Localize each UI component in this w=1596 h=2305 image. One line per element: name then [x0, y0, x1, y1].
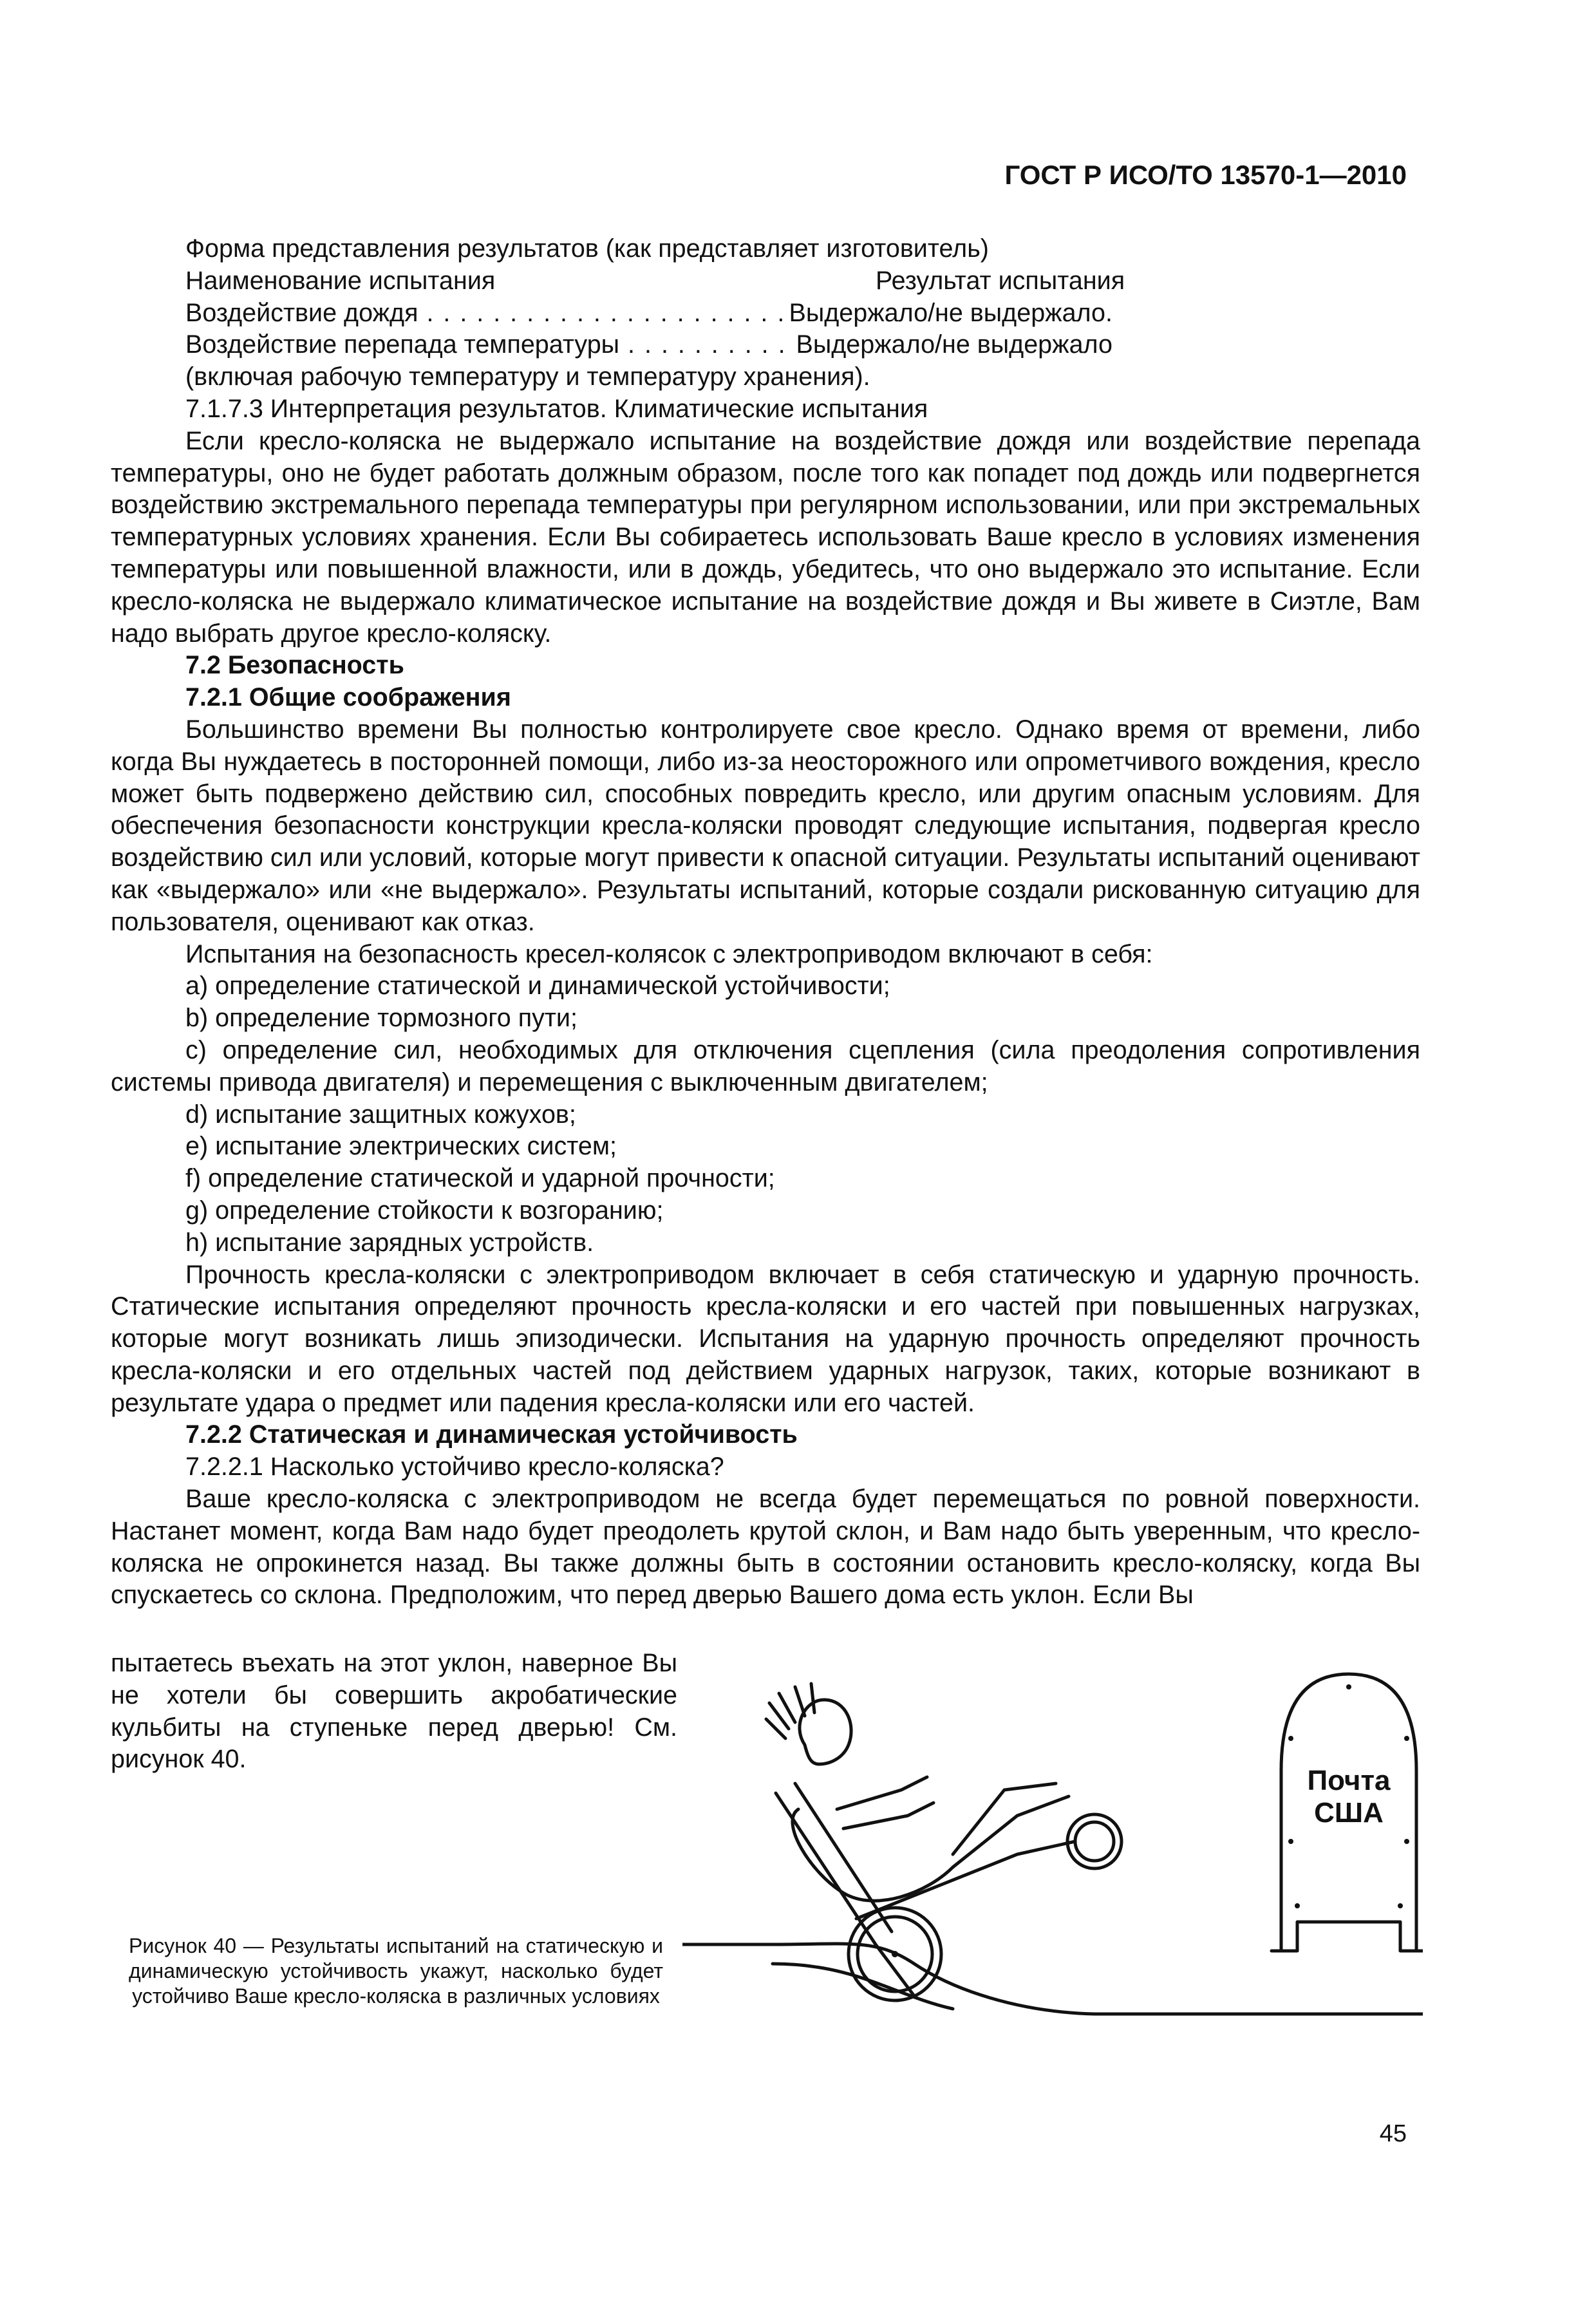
- form-header-row: [111, 265, 1420, 297]
- section-72-heading: 7.2 Безопасность: [185, 651, 404, 680]
- form-row-result: Выдержало/не выдержало.: [789, 298, 1113, 327]
- standard-header: ГОСТ Р ИСО/ТО 13570-1—2010: [1004, 160, 1407, 190]
- page-number: 45: [1379, 2120, 1407, 2147]
- mailbox-rivet: [1404, 1839, 1409, 1844]
- mailbox-rivet: [1404, 1736, 1409, 1741]
- figure-caption: Рисунок 40 — Результаты испытаний на статическую и динамическую устойчивость укажут, насколько будет устойчиво Ваше кресло-коляска в различных условиях: [129, 1934, 663, 2008]
- list-item: b) определение тормозного пути;: [185, 1004, 577, 1033]
- list-item: f) определение статической и ударной прочности;: [185, 1164, 775, 1193]
- form-row: [111, 297, 1113, 330]
- person-hair: [766, 1684, 814, 1738]
- section-722-heading: 7.2.2 Статическая и динамическая устойчивость: [185, 1420, 798, 1449]
- form-row: [111, 329, 1113, 361]
- person-legs: [953, 1783, 1069, 1867]
- section-7173-text: Если кресло-коляска не выдержало испытание на воздействие дождя или воздействие перепада температуры, оно не будет работать должным образом, после того как попадет под дождь или подвергнется воздействию экстремального перепада температуры при регулярном использовании, или при экстремальных температурных условиях хранения. Если Вы собираетесь использовать Ваше кресло в условиях изменения температуры или повышенной влажности, или в дождь, убедитесь, что оно выдержало это испытание. Если кресло-коляска не выдержало климатическое испытание на воздействие дождя и Вы живете в Сиэтле, Вам надо выбрать другое кресло-коляску.: [111, 426, 1420, 648]
- list-item: e) испытание электрических систем;: [185, 1132, 617, 1161]
- mailbox-rivet: [1295, 1903, 1300, 1908]
- front-wheel-rim: [1075, 1822, 1114, 1861]
- ground-line: [682, 1944, 1423, 2014]
- list-item: h) испытание зарядных устройств.: [185, 1228, 594, 1257]
- mailbox-rivet: [1346, 1684, 1351, 1689]
- form-row-result: Выдержало/не выдержало: [796, 330, 1113, 359]
- main-text: [111, 233, 1420, 1612]
- mailbox-rivet: [1288, 1839, 1293, 1844]
- mailbox-label-line-2: США: [1314, 1797, 1384, 1829]
- section-721-heading: 7.2.1 Общие соображения: [185, 683, 511, 712]
- form-row-name: Воздействие дождя . . .: [185, 297, 784, 330]
- section-722-p1-continued: пытаетесь въехать на этот уклон, наверное Вы не хотели бы совершить акробатические кульбиты на ступеньке перед дверью! См. рисунок 40.: [111, 1649, 677, 1774]
- figure-40-illustration: [682, 1661, 1423, 2305]
- rear-wheel-hub: [892, 1951, 898, 1957]
- section-721-p3: Прочность кресла-коляски с электроприводом включает в себя статическую и ударную прочность. Статические испытания определяют прочность кресла-коляски и его частей при повышенных нагрузках, которые могут возникать лишь эпизодически. Испытания на ударную прочность определяют прочность кресла-коляски и его отдельных частей под действием ударных нагрузок, таких, которые возникают в результате удара о предмет или падения кресла-коляски или его частей.: [111, 1260, 1420, 1417]
- list-item: c) определение сил, необходимых для отключения сцепления (сила преодоления сопротивления системы привода двигателя) и перемещения с выключенным двигателем;: [111, 1035, 1420, 1096]
- mailbox-rivet: [1288, 1736, 1293, 1741]
- mailbox-base: [1272, 1922, 1423, 1951]
- list-item: g) определение стойкости к возгоранию;: [185, 1196, 664, 1225]
- list-item: d) испытание защитных кожухов;: [185, 1100, 576, 1129]
- wrapped-text: [111, 1648, 677, 1776]
- mailbox-rivet: [1398, 1903, 1403, 1908]
- person-head: [800, 1700, 851, 1764]
- mailbox-label-line-1: Почта: [1307, 1765, 1391, 1796]
- list-item: a) определение статической и динамической устойчивости;: [185, 972, 890, 1001]
- section-721-p2: Испытания на безопасность кресел-колясок с электроприводом включают в себя:: [185, 939, 1153, 968]
- form-title: Форма представления результатов (как представляет изготовитель): [185, 234, 989, 263]
- form-col-result: Результат испытания: [876, 266, 1125, 295]
- chair-frame: [776, 1783, 1075, 1996]
- section-7221-heading: 7.2.2.1 Насколько устойчиво кресло-коляска?: [185, 1453, 724, 1482]
- form-col-name: Наименование испытания: [185, 266, 496, 295]
- section-722-p1: Ваше кресло-коляска с электроприводом не всегда будет перемещаться по ровной поверхности. Настанет момент, когда Вам надо будет преодолеть крутой склон, и Вам надо быть уверенным, что кресло-коляска не опрокинется назад. Вы также должны быть в состоянии остановить кресло-коляску, когда Вы спускаетесь со склона. Предположим, что перед дверью Вашего дома есть уклон. Если Вы: [111, 1485, 1420, 1610]
- section-721-p1: Большинство времени Вы полностью контролируете свое кресло. Однако время от времени, либо когда Вы нуждаетесь в посторонней помощи, либо из-за неосторожного или опрометчивого вождения, кресло может быть подвержено действию сил, способных повредить кресло, или другим опасным условиям. Для обеспечения безопасности конструкции кресла-коляски проводят следующие испытания, подвергая кресло воздействию сил или условий, которые могут привести к опасной ситуации. Результаты испытаний оценивают как «выдержало» или «не выдержало». Результаты испытаний, которые создали рискованную ситуацию для пользователя, оценивают как отказ.: [111, 715, 1420, 936]
- form-row-name: Воздействие перепада температуры . . .: [185, 329, 791, 361]
- person-arms: [837, 1777, 934, 1829]
- form-note: (включая рабочую температуру и температуру хранения).: [185, 362, 870, 391]
- section-7173-heading: 7.1.7.3 Интерпретация результатов. Климатические испытания: [185, 394, 928, 423]
